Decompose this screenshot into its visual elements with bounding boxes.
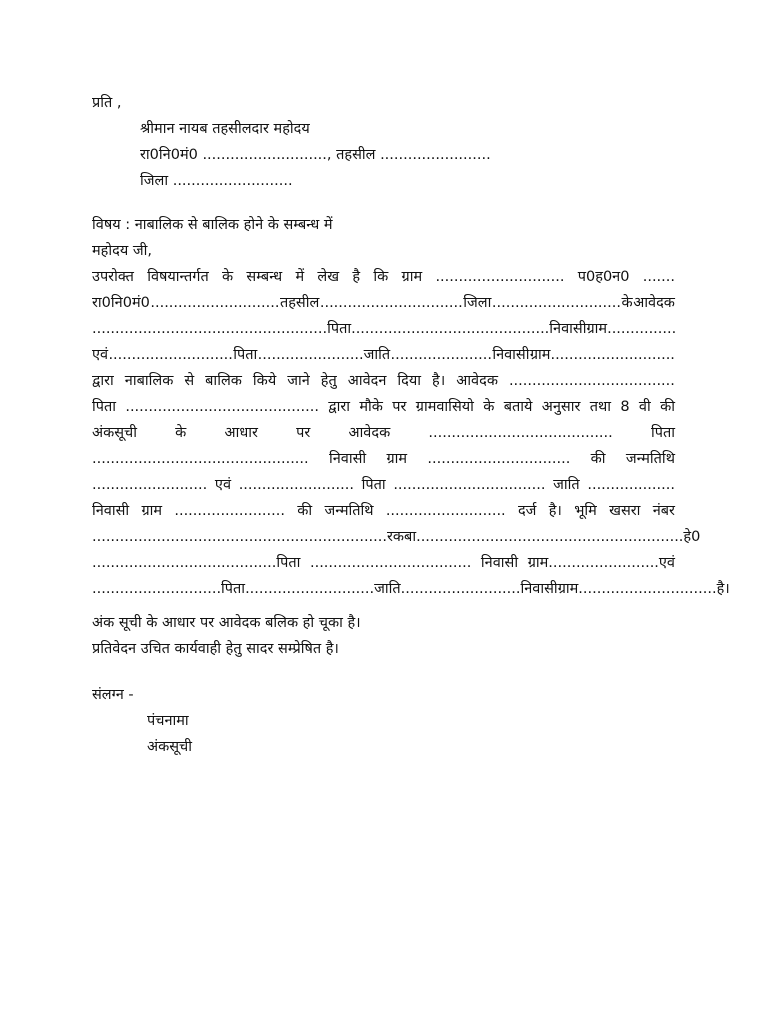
body-line bbox=[92, 318, 675, 342]
body-word: की bbox=[590, 451, 606, 467]
body-word: पिता bbox=[361, 477, 386, 493]
body-word: ....... bbox=[642, 269, 675, 285]
addressee-line-3: जिला .......................... bbox=[140, 173, 293, 189]
body-word: प0ह0न0 bbox=[577, 269, 630, 285]
body-line bbox=[92, 266, 675, 290]
body-word: पर bbox=[296, 425, 311, 441]
body-word: रा0नि0मं0 bbox=[92, 295, 150, 311]
body-word: के bbox=[175, 425, 187, 441]
body-word: बताये bbox=[503, 399, 533, 415]
addressee-line-1: श्रीमान नायब तहसीलदार महोदय bbox=[140, 121, 310, 137]
body-word: दर्ज bbox=[517, 503, 537, 519]
body-word: ग्राम bbox=[586, 321, 608, 337]
body-line bbox=[92, 370, 675, 394]
body-word: की bbox=[297, 503, 313, 519]
body-word: ............................ bbox=[491, 295, 621, 311]
body-line bbox=[92, 292, 675, 316]
body-word: रकबा..........................................................हे0 bbox=[386, 529, 701, 545]
body-word: निवासी bbox=[480, 555, 519, 571]
body-word: ................................................................ bbox=[92, 529, 387, 545]
body-word: 8 bbox=[620, 399, 630, 415]
body-word: ............... bbox=[607, 321, 677, 337]
body-word: ......................... bbox=[238, 477, 354, 493]
body-word: लेख bbox=[317, 269, 340, 285]
body-word: से bbox=[184, 373, 195, 389]
body-word: में bbox=[295, 269, 305, 285]
body-line bbox=[92, 474, 675, 498]
body-word: ............................................... bbox=[92, 451, 309, 467]
body-word: तहसील bbox=[279, 295, 320, 311]
body-line bbox=[92, 448, 675, 472]
body-word: ग्राम........................... bbox=[529, 347, 675, 363]
body-word: निवासी bbox=[328, 451, 367, 467]
body-word: ........................... bbox=[108, 347, 233, 363]
body-word: आवेदक bbox=[348, 425, 391, 441]
body-word: ग्राम bbox=[401, 269, 423, 285]
body-word: ........................................ bbox=[428, 425, 613, 441]
body-word: .......................जाति bbox=[257, 347, 391, 363]
closing-line-2: प्रतिवेदन उचित कार्यवाही हेतु सादर सम्प्रेषित है। bbox=[92, 641, 339, 657]
body-word: ............................ bbox=[435, 269, 565, 285]
body-word: भूमि bbox=[574, 503, 597, 519]
body-word: निवासी bbox=[492, 347, 530, 363]
body-word: उपरोक्त bbox=[92, 269, 134, 285]
closing-line-1: अंक सूची के आधार पर आवेदक बलिक हो चूका है। bbox=[92, 615, 361, 631]
body-word: है। bbox=[432, 373, 446, 389]
greeting-line: महोदय जी, bbox=[92, 243, 152, 259]
body-word: पिता bbox=[650, 425, 675, 441]
body-word: आवेदक bbox=[456, 373, 498, 389]
body-word: ग्राम bbox=[386, 451, 408, 467]
body-word: ...................... bbox=[390, 347, 492, 363]
body-word: विषयान्तर्गत bbox=[147, 269, 209, 285]
body-word: नाबालिक bbox=[124, 373, 174, 389]
body-word: ............................पिता............................जाति..........................निवासी bbox=[92, 581, 558, 597]
body-word: के bbox=[483, 399, 495, 415]
body-word: किये bbox=[252, 373, 277, 389]
body-word: जाति bbox=[553, 477, 580, 493]
enclosure-item-1: पंचनामा bbox=[147, 713, 189, 729]
body-word: ......................... bbox=[92, 477, 208, 493]
body-word: की bbox=[660, 399, 675, 415]
addressee-line-2: रा0नि0मं0 ..........................., तहसील ........................ bbox=[140, 147, 491, 163]
body-word: के bbox=[621, 295, 633, 311]
enclosure-item-2: अंकसूची bbox=[147, 739, 192, 755]
enclosure-heading: संलग्न - bbox=[92, 687, 134, 703]
body-line bbox=[92, 526, 701, 550]
body-word: कि bbox=[373, 269, 389, 285]
body-line bbox=[92, 552, 675, 576]
body-word: .......................................... bbox=[125, 399, 319, 415]
body-word: एवं bbox=[92, 347, 109, 363]
body-word: पर bbox=[392, 399, 407, 415]
body-word: ग्रामवासियो bbox=[415, 399, 474, 415]
body-word: अंकसूची bbox=[92, 425, 137, 441]
subject-line: विषय : नाबालिक से बालिक होने के सम्बन्ध में bbox=[92, 217, 333, 233]
body-word: निवासी bbox=[92, 503, 130, 519]
body-word: .......................... bbox=[385, 503, 506, 519]
body-word: दिया bbox=[397, 373, 422, 389]
body-word: नंबर bbox=[652, 503, 675, 519]
body-word: सम्बन्ध bbox=[246, 269, 283, 285]
body-word: है। bbox=[548, 503, 562, 519]
body-word: निवासी bbox=[549, 321, 587, 337]
body-word: ग्राम..............................है। bbox=[557, 581, 730, 597]
body-line bbox=[92, 396, 675, 420]
body-word: ................... bbox=[587, 477, 675, 493]
body-word: ............................... bbox=[427, 451, 571, 467]
body-word: जिला bbox=[463, 295, 492, 311]
body-word: एवं bbox=[214, 477, 232, 493]
body-word: ............................... bbox=[319, 295, 463, 311]
body-word: पिता bbox=[327, 321, 352, 337]
body-word: अनुसार bbox=[541, 399, 581, 415]
body-word: ................................... bbox=[309, 555, 472, 571]
body-word: .................................... bbox=[508, 373, 675, 389]
body-word: जन्मतिथि bbox=[625, 451, 675, 467]
body-word: हेतु bbox=[320, 373, 337, 389]
body-line bbox=[92, 578, 730, 602]
body-word: आवेदन bbox=[347, 373, 387, 389]
body-word: के bbox=[222, 269, 234, 285]
body-word: आधार bbox=[224, 425, 258, 441]
body-word: ................................. bbox=[393, 477, 546, 493]
body-word: ................................................... bbox=[92, 321, 328, 337]
body-word: जाने bbox=[287, 373, 310, 389]
body-word: मौके bbox=[359, 399, 383, 415]
body-word: ग्राम bbox=[141, 503, 163, 519]
body-word: खसरा bbox=[609, 503, 641, 519]
body-word: वी bbox=[638, 399, 651, 415]
body-word: ........................................पिता bbox=[92, 555, 301, 571]
body-word: ग्राम........................एवं bbox=[527, 555, 675, 571]
body-line bbox=[92, 500, 675, 524]
body-word: जन्मतिथि bbox=[324, 503, 374, 519]
body-word: पिता bbox=[233, 347, 258, 363]
body-word: पिता bbox=[92, 399, 117, 415]
body-word: ............................ bbox=[150, 295, 280, 311]
body-line bbox=[92, 422, 675, 446]
body-word: द्वारा bbox=[328, 399, 351, 415]
body-word: बालिक bbox=[205, 373, 242, 389]
body-word: है bbox=[352, 269, 361, 285]
body-word: ........................ bbox=[174, 503, 285, 519]
body-word: आवेदक bbox=[633, 295, 675, 311]
body-word: द्वारा bbox=[92, 373, 114, 389]
body-line bbox=[92, 344, 675, 368]
body-word: ........................................... bbox=[351, 321, 550, 337]
body-word: तथा bbox=[589, 399, 612, 415]
salutation-to: प्रति , bbox=[92, 95, 122, 111]
